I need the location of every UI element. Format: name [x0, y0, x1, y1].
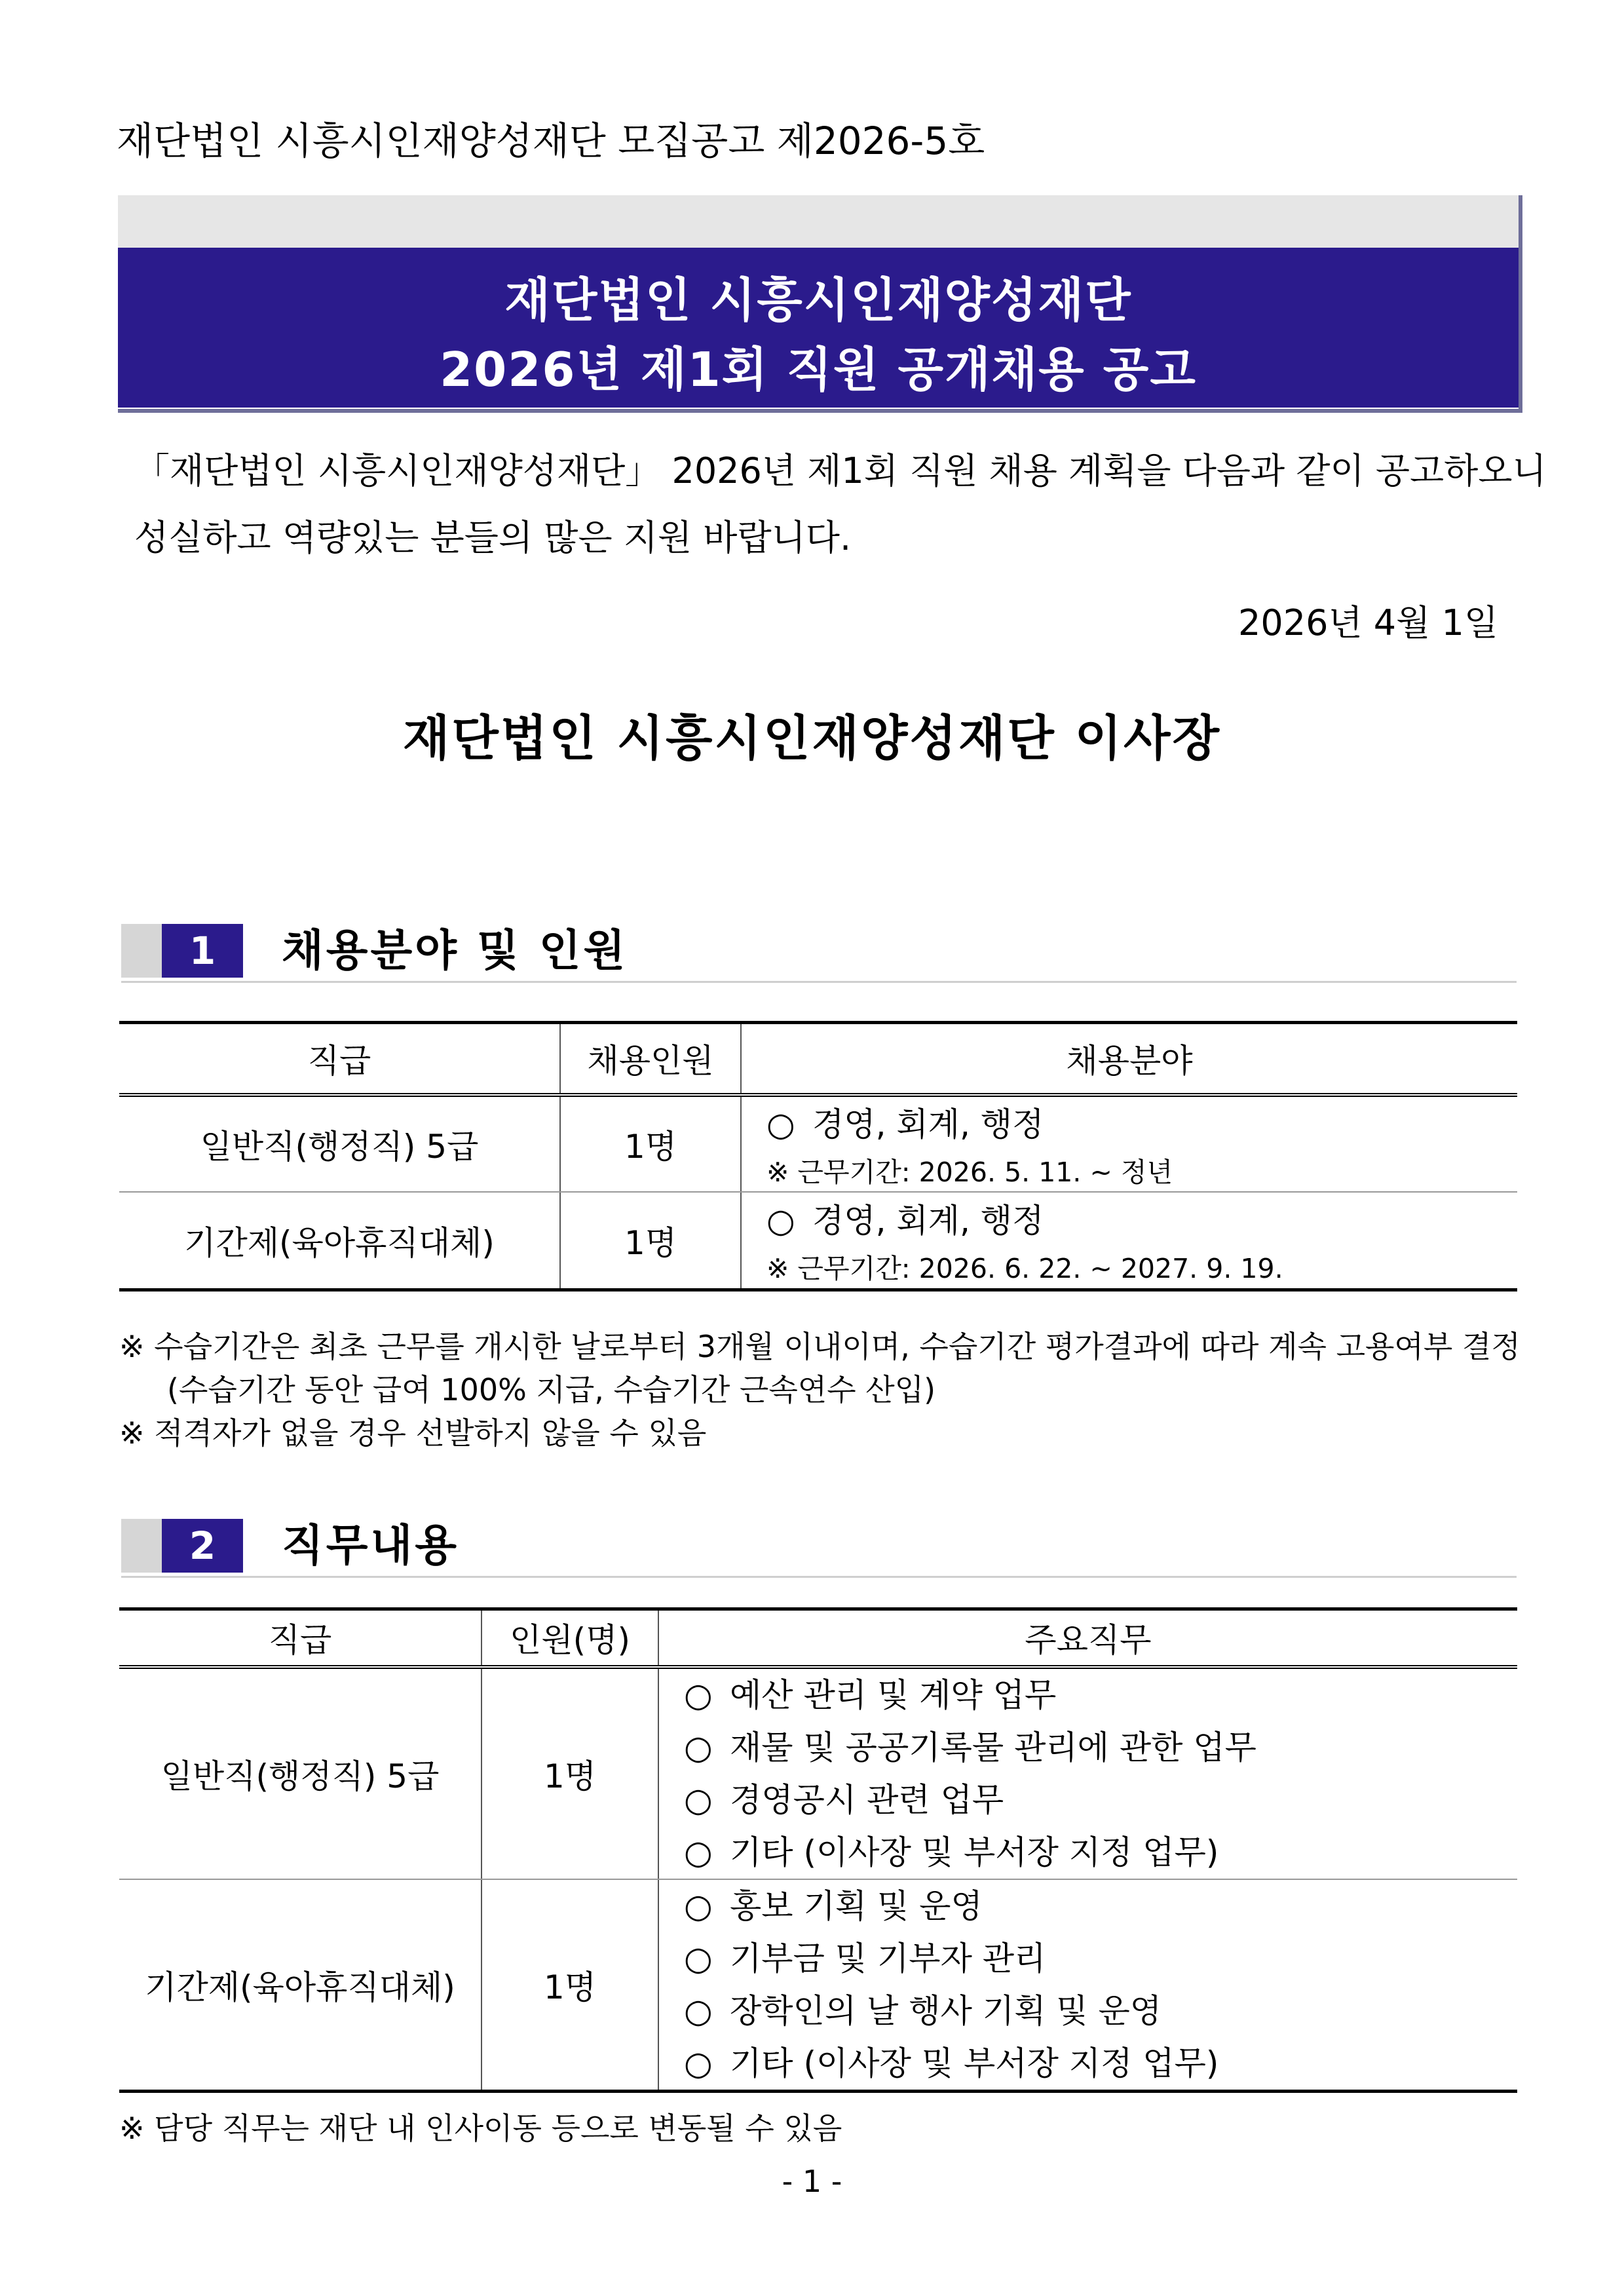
field-cell: [741, 1192, 1517, 1290]
section1-heading: [121, 924, 1517, 983]
banner-shadow: [1519, 195, 1522, 410]
duty-item: [684, 1932, 1517, 1985]
bullet-circle: ○: [684, 1886, 713, 1925]
bullet-circle: ○: [684, 2044, 713, 2082]
section2-notes: [119, 2107, 842, 2150]
duty-text: 예산 관리 및 계약 업무: [730, 1675, 1057, 1714]
note-line: ※ 적격자가 없을 경우 선발하지 않을 수 있음: [119, 1415, 707, 1451]
duty-item: [684, 1985, 1517, 2037]
work-period: ※ 근무기간: 2026. 5. 11. ~ 정년: [766, 1157, 1173, 1188]
duty-item: [684, 2037, 1517, 2090]
note-line: (수습기간 동안 급여 100% 지급, 수습기간 근속연수 산입): [167, 1372, 936, 1407]
section2-heading: [121, 1519, 1517, 1578]
table-row: [119, 1095, 1517, 1192]
table-row: [119, 1667, 1517, 1879]
section1-notes: [119, 1325, 1520, 1455]
document-number: 재단법인 시흥시인재양성재단 모집공고 제2026-5호: [117, 119, 985, 163]
grade-cell: 일반직(행정직) 5급: [119, 1095, 560, 1192]
work-period: ※ 근무기간: 2026. 6. 22. ~ 2027. 9. 19.: [766, 1253, 1283, 1285]
header-field: 채용분야: [741, 1023, 1517, 1095]
bullet-circle: ○: [684, 1833, 713, 1871]
banner-top-strip: [118, 195, 1519, 248]
announcement-date: 2026년 4월 1일: [1238, 602, 1498, 643]
header-duties: 주요직무: [658, 1609, 1517, 1667]
banner-main: [118, 248, 1519, 408]
section-number: 1: [162, 924, 243, 978]
section-grey-bar: [121, 1519, 162, 1573]
signer: 재단법인 시흥시인재양성재단 이사장: [402, 710, 1222, 767]
title-banner: [118, 195, 1519, 410]
duty-item: [684, 1669, 1517, 1721]
grade-cell: 기간제(육아휴직대체): [119, 1192, 560, 1290]
banner-title-line2: 2026년 제1회 직원 공개채용 공고: [440, 342, 1197, 397]
duty-text: 홍보 기획 및 운영: [730, 1886, 983, 1925]
count-cell: 1명: [482, 1879, 658, 2092]
bullet-circle: ○: [766, 1202, 795, 1240]
duty-text: 재물 및 공공기록물 관리에 관한 업무: [730, 1728, 1256, 1767]
bullet-circle: ○: [766, 1105, 795, 1143]
count-cell: 1명: [560, 1095, 741, 1192]
duties-cell: [658, 1667, 1517, 1879]
intro-line1: 「재단법인 시흥시인재양성재단」 2026년 제1회 직원 채용 계획을 다음과 같이 공고하오니: [134, 450, 1547, 491]
duty-item: [684, 1826, 1517, 1879]
duty-text: 경영공시 관련 업무: [730, 1780, 1004, 1819]
banner-shadow: [118, 409, 1522, 413]
bullet-circle: ○: [684, 1780, 713, 1819]
section-title: 직무내용: [282, 1520, 460, 1571]
duty-text: 장학인의 날 행사 기획 및 운영: [730, 1991, 1162, 2030]
bullet-circle: ○: [684, 1728, 713, 1767]
field-line: [766, 1098, 1517, 1145]
field-text: 경영, 회계, 행정: [812, 1105, 1044, 1143]
bullet-circle: ○: [684, 1991, 713, 2030]
intro-paragraph: [134, 438, 1547, 571]
grade-cell: 기간제(육아휴직대체): [119, 1879, 482, 2092]
bullet-circle: ○: [684, 1675, 713, 1714]
header-count: 인원(명): [482, 1609, 658, 1667]
bullet-circle: ○: [684, 1939, 713, 1978]
duty-text: 기부금 및 기부자 관리: [730, 1939, 1046, 1978]
section-divider: [121, 1576, 1517, 1578]
header-grade: 직급: [119, 1609, 482, 1667]
note-line: ※ 담당 직무는 재단 내 인사이동 등으로 변동될 수 있음: [119, 2111, 842, 2146]
note-line: ※ 수습기간은 최초 근무를 개시한 날로부터 3개월 이내이며, 수습기간 평가결과에 따라 계속 고용여부 결정: [119, 1329, 1520, 1364]
section-number: 2: [162, 1519, 243, 1573]
duty-text: 기타 (이사장 및 부서장 지정 업무): [730, 2044, 1219, 2082]
duties-table: [119, 1607, 1517, 2093]
grade-cell: 일반직(행정직) 5급: [119, 1667, 482, 1879]
duty-item: [684, 1774, 1517, 1826]
field-text: 경영, 회계, 행정: [812, 1202, 1044, 1240]
duties-cell: [658, 1879, 1517, 2092]
count-cell: 1명: [560, 1192, 741, 1290]
duty-item: [684, 1721, 1517, 1774]
duty-text: 기타 (이사장 및 부서장 지정 업무): [730, 1833, 1219, 1871]
duty-item: [684, 1880, 1517, 1932]
field-cell: [741, 1095, 1517, 1192]
section-grey-bar: [121, 924, 162, 978]
table-row: [119, 1192, 1517, 1290]
section-title: 채용분야 및 인원: [282, 925, 628, 976]
recruitment-table: [119, 1021, 1517, 1292]
intro-line2: 성실하고 역량있는 분들의 많은 지원 바랍니다.: [134, 517, 852, 558]
count-cell: 1명: [482, 1667, 658, 1879]
banner-title-line1: 재단법인 시흥시인재양성재단: [504, 273, 1132, 328]
header-grade: 직급: [119, 1023, 560, 1095]
header-count: 채용인원: [560, 1023, 741, 1095]
section-divider: [121, 981, 1517, 983]
page-number: - 1 -: [782, 2164, 842, 2199]
field-line: [766, 1195, 1517, 1242]
table-row: [119, 1879, 1517, 2092]
